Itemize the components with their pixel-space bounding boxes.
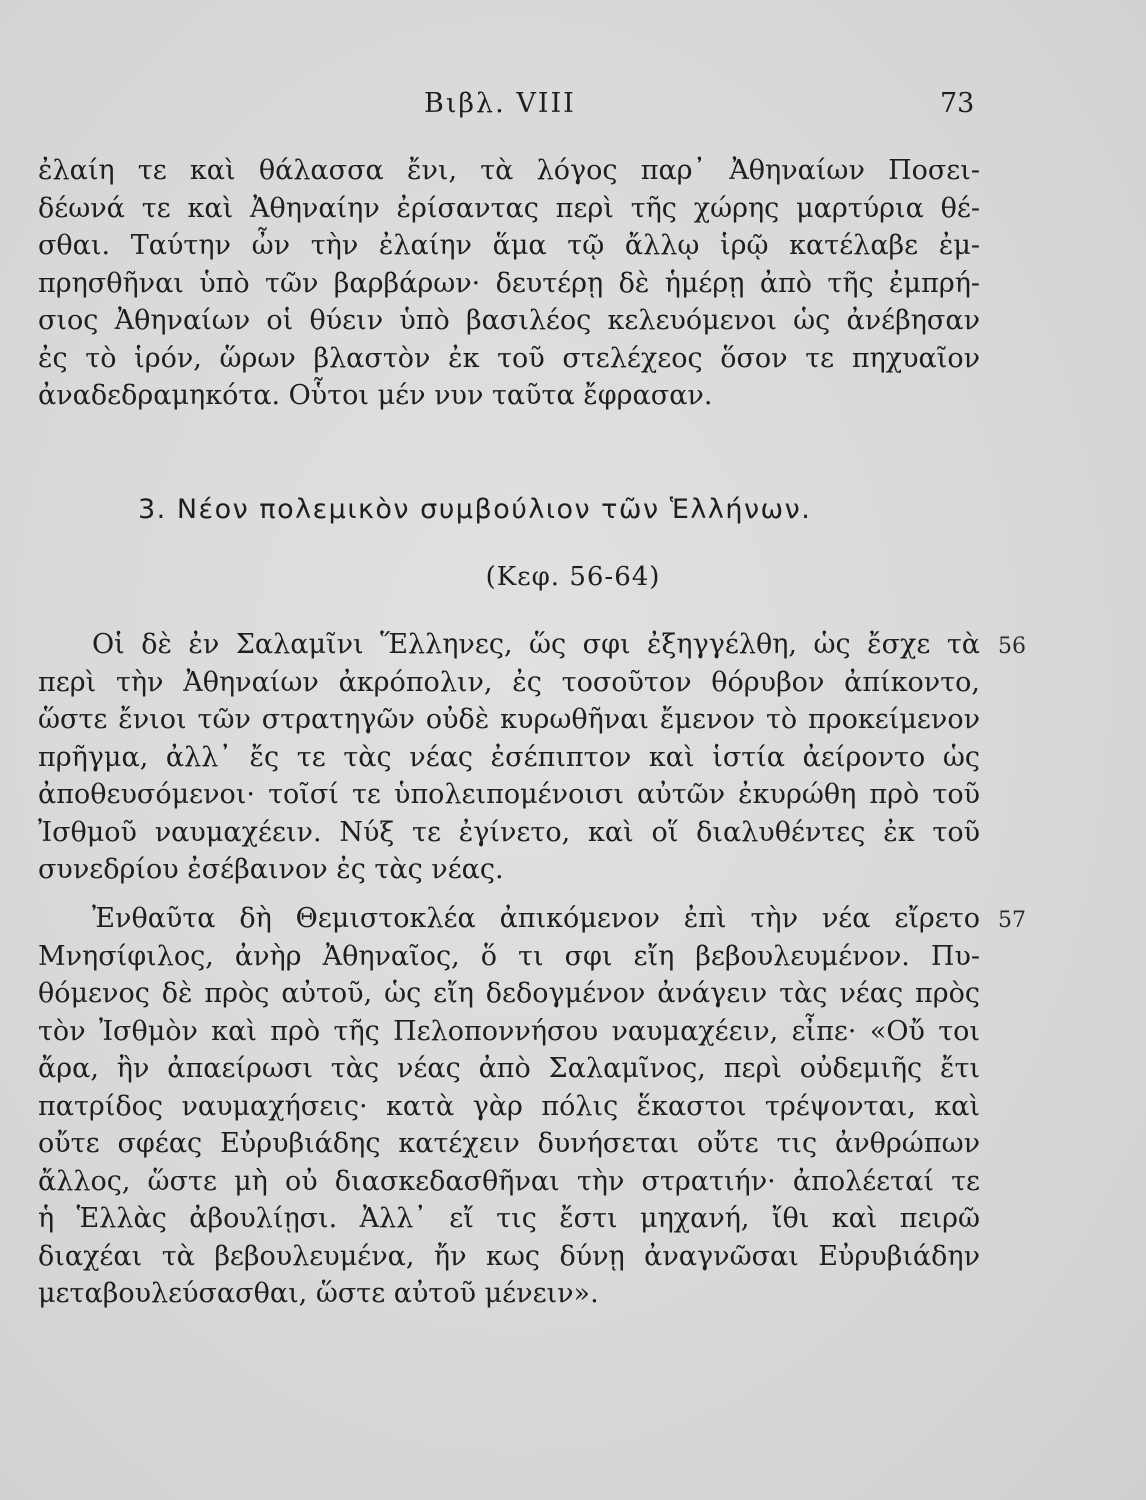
text-line: ἐλαίη τε καὶ θάλασσα ἔνι, τὰ λόγος παρ᾽ Ἀθηναίων Ποσει-: [38, 155, 980, 186]
paragraph-chapter-57: [38, 900, 980, 1313]
text-line: μεταβουλεύσασθαι, ὥστε αὐτοῦ μένειν».: [38, 1278, 599, 1309]
page-number: 73: [940, 88, 975, 119]
text-line: δέωνά τε καὶ Ἀθηναίην ἐρίσαντας περὶ τῆς χώρης μαρτύρια θέ-: [38, 192, 980, 224]
text-line: διαχέαι τὰ βεβουλευμένα, ἤν κως δύνῃ ἀναγνῶσαι Εὐρυβιάδην: [38, 1240, 980, 1272]
text-line: σθαι. Ταύτην ὦν τὴν ἐλαίην ἅμα τῷ ἄλλῳ ἱρῷ κατέλαβε ἐμ-: [38, 230, 980, 261]
text-line: συνεδρίου ἐσέβαινον ἐς τὰς νέας.: [38, 854, 504, 885]
text-line: θόμενος δὲ πρὸς αὐτοῦ, ὡς εἴη δεδογμένον ἀνάγειν τὰς νέας πρὸς: [38, 978, 980, 1009]
text-line: Ἐνθαῦτα δὴ Θεμιστοκλέα ἀπικόμενον ἐπὶ τὴν νέα εἴρετο: [92, 903, 980, 934]
running-head: [0, 88, 1146, 128]
text-line: ἄρα, ἢν ἀπαείρωσι τὰς νέας ἀπὸ Σαλαμῖνος, περὶ οὐδεμιῆς ἔτι: [38, 1053, 980, 1084]
margin-chapter-number: 56: [998, 634, 1026, 659]
text-line: Μνησίφιλος, ἀνὴρ Ἀθηναῖος, ὅ τι σφι εἴη βεβουλευμένον. Πυ-: [38, 940, 980, 972]
margin-chapter-number: 57: [998, 908, 1026, 933]
running-title: Βιβλ. VIII: [424, 88, 576, 119]
text-line: πρῆγμα, ἀλλ᾽ ἔς τε τὰς νέας ἐσέπιπτον καὶ ἱστία ἀείροντο ὡς: [38, 741, 980, 773]
text-line: σιος Ἀθηναίων οἱ θύειν ὑπὸ βασιλέος κελευόμενοι ὡς ἀνέβησαν: [38, 305, 980, 336]
text-line: οὔτε σφέας Εὐρυβιάδης κατέχειν δυνήσεται οὔτε τις ἀνθρώπων: [38, 1128, 980, 1159]
text-line: ἡ Ἑλλὰς ἀβουλίῃσι. Ἀλλ᾽ εἴ τις ἔστι μηχανή, ἴθι καὶ πειρῶ: [38, 1203, 980, 1234]
text-line: τὸν Ἰσθμὸν καὶ πρὸ τῆς Πελοποννήσου ναυμαχέειν, εἶπε· «Οὔ τοι: [38, 1015, 980, 1047]
text-line: ἀποθευσόμενοι· τοῖσί τε ὑπολειπομένοισι αὐτῶν ἐκυρώθη πρὸ τοῦ: [38, 779, 980, 810]
text-line: περὶ τὴν Ἀθηναίων ἀκρόπολιν, ἐς τοσοῦτον θόρυβον ἀπίκοντο,: [38, 666, 980, 698]
text-line: ἄλλος, ὥστε μὴ οὐ διασκεδασθῆναι τὴν στρατιήν· ἀπολέεταί τε: [38, 1165, 980, 1197]
paragraph-continuation: [38, 152, 980, 415]
text-line: ἀναδεδραμηκότα. Οὗτοι μέν νυν ταῦτα ἔφρασαν.: [38, 380, 713, 411]
text-line: πρησθῆναι ὑπὸ τῶν βαρβάρων· δευτέρῃ δὲ ἡμέρῃ ἀπὸ τῆς ἐμπρή-: [38, 267, 980, 299]
text-line: πατρίδος ναυμαχήσεις· κατὰ γὰρ πόλις ἕκαστοι τρέψονται, καὶ: [38, 1090, 980, 1122]
text-line: ἐς τὸ ἱρόν, ὥρων βλαστὸν ἐκ τοῦ στελέχεος ὅσον τε πηχυαῖον: [38, 342, 980, 374]
text-line: Οἱ δὲ ἐν Σαλαμῖνι Ἕλληνες, ὥς σφι ἐξηγγέλθη, ὡς ἔσχε τὰ: [92, 629, 980, 660]
text-line: Ἰσθμοῦ ναυμαχέειν. Νύξ τε ἐγίνετο, καὶ οἵ διαλυθέντες ἐκ τοῦ: [38, 816, 980, 848]
paragraph-chapter-56: [38, 626, 980, 889]
section-title: 3. Νέον πολεμικὸν συμβούλιον τῶν Ἑλλήνων.: [138, 494, 812, 525]
chapter-reference: (Κεφ. 56-64): [485, 562, 661, 592]
text-line: ὥστε ἔνιοι τῶν στρατηγῶν οὐδὲ κυρωθῆναι ἔμενον τὸ προκείμενον: [38, 704, 980, 735]
